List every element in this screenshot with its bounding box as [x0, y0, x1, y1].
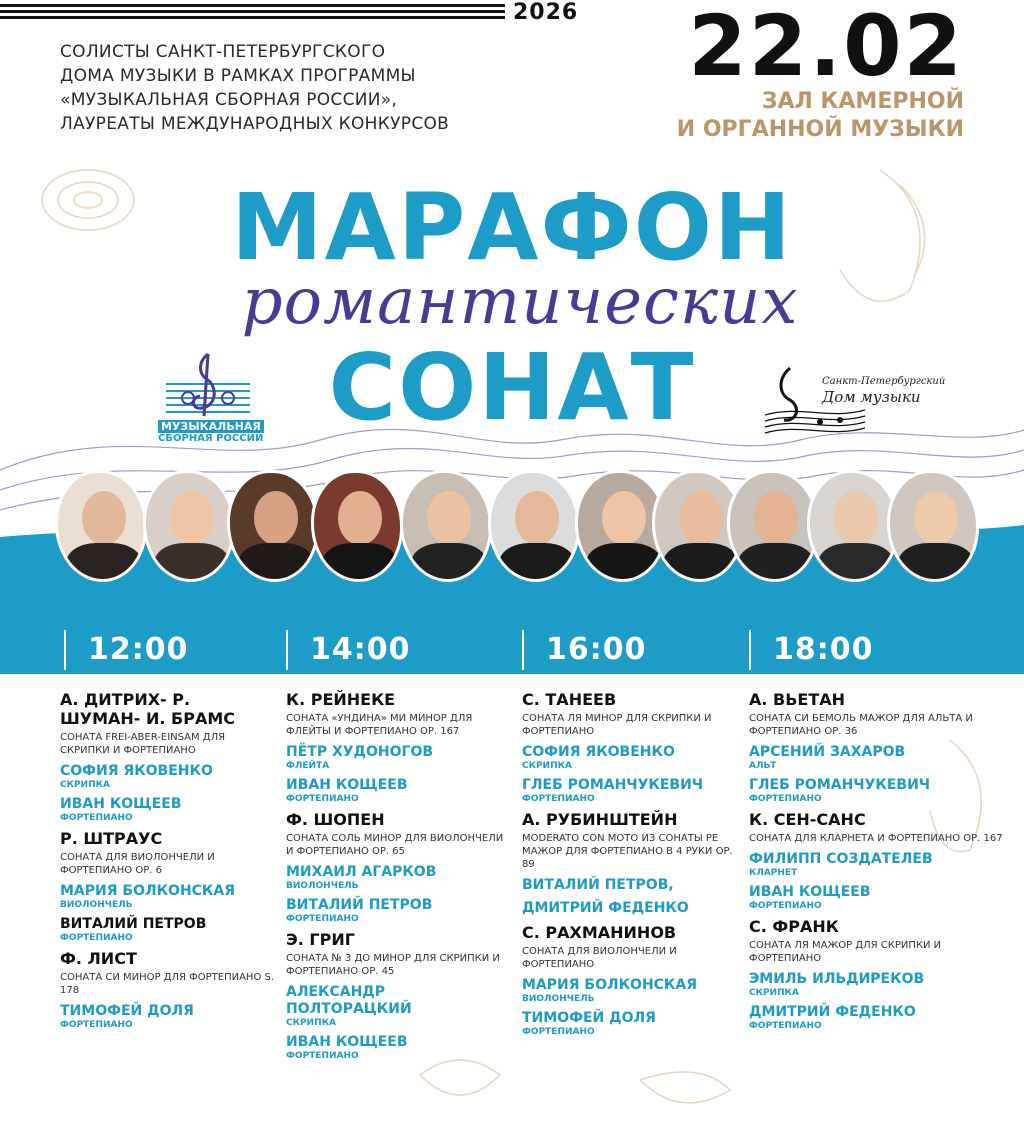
work-title: СОНАТА «УНДИНА» МИ МИНОР ДЛЯ ФЛЕЙТЫ И ФОРТЕПИАНО ОР. 167 — [286, 713, 473, 737]
work-title: СОНАТА ЛЯ МИНОР ДЛЯ СКРИПКИ И ФОРТЕПИАНО — [522, 713, 712, 737]
top-rule-lines — [0, 4, 505, 22]
performer-name: ТИМОФЕЙ ДОЛЯ — [522, 1010, 656, 1026]
logo-left-line1: МУЗЫКАЛЬНАЯ — [158, 420, 264, 433]
performer-instrument: СКРИПКА — [749, 988, 799, 998]
performer-name: АЛЕКСАНДР ПОЛТОРАЦКИЙ — [286, 984, 412, 1017]
performer-name: ВИТАЛИЙ ПЕТРОВ — [286, 897, 433, 913]
performer-photo — [400, 470, 492, 582]
composer-name: К. СЕН-САНС — [749, 810, 866, 829]
composer-name: К. РЕЙНЕКЕ — [286, 690, 396, 709]
house-of-music-logo — [760, 360, 946, 445]
logo-right-line2: Дом музыки — [822, 388, 921, 406]
work-title: СОНАТА СИ БЕМОЛЬ МАЖОР ДЛЯ АЛЬТА И ФОРТЕПИАНО ОР. 36 — [749, 713, 973, 737]
composer-name: С. ТАНЕЕВ — [522, 690, 617, 709]
performer-instrument: ФОРТЕПИАНО — [749, 794, 822, 804]
venue-line: ЗАЛ КАМЕРНОЙ — [761, 89, 964, 114]
composer-name: С. РАХМАНИНОВ — [522, 923, 677, 942]
venue-line: И ОРГАННОЙ МУЗЫКИ — [676, 117, 964, 142]
performer-photo — [227, 470, 319, 582]
work-title: СОНАТА СИ МИНОР ДЛЯ ФОРТЕПИАНО S. 178 — [60, 972, 275, 996]
performer-name: ГЛЕБ РОМАНЧУКЕВИЧ — [522, 777, 704, 793]
work-title: СОНАТА ДЛЯ ВИОЛОНЧЕЛИ И ФОРТЕПИАНО ОР. 6 — [60, 852, 215, 876]
performer-name: ДМИТРИЙ ФЕДЕНКО — [749, 1004, 916, 1020]
work-title: СОНАТА № 3 ДО МИНОР ДЛЯ СКРИПКИ И ФОРТЕПИАНО ОР. 45 — [286, 953, 500, 977]
performer-name: ВИТАЛИЙ ПЕТРОВ, — [522, 877, 674, 893]
performer-instrument: ФОРТЕПИАНО — [286, 794, 359, 804]
performer-instrument: ФОРТЕПИАНО — [60, 1020, 133, 1030]
performer-instrument: ВИОЛОНЧЕЛЬ — [522, 994, 595, 1004]
program-columns — [0, 690, 1024, 1130]
performer-photo — [143, 470, 235, 582]
time-slot: 14:00 — [286, 630, 411, 670]
performer-instrument: АЛЬТ — [749, 761, 777, 771]
performer-name: ВИТАЛИЙ ПЕТРОВ — [60, 916, 207, 932]
performer-name: ПЁТР ХУДОНОГОВ — [286, 744, 434, 760]
performer-name: ИВАН КОЩЕЕВ — [286, 1034, 408, 1050]
composer-name: А. РУБИНШТЕЙН — [522, 810, 678, 829]
performer-photo — [727, 470, 819, 582]
performer-name: ЭМИЛЬ ИЛЬДИРЕКОВ — [749, 971, 925, 987]
title-marathon: МАРАФОН — [231, 174, 793, 281]
program-column — [522, 690, 744, 1037]
work-title: MODERATO CON MOTO ИЗ СОНАТЫ РЕ МАЖОР ДЛЯ ФОРТЕПИАНО В 4 РУКИ ОР. 89 — [522, 833, 733, 870]
performer-name: СОФИЯ ЯКОВЕНКО — [522, 744, 675, 760]
performer-instrument: СКРИПКА — [60, 780, 110, 790]
time-slot: 18:00 — [749, 630, 874, 670]
time-slots — [0, 620, 1024, 674]
work-title: СОНАТА ЛЯ МАЖОР ДЛЯ СКРИПКИ И ФОРТЕПИАНО — [749, 940, 942, 964]
performer-instrument: ФОРТЕПИАНО — [522, 1027, 595, 1037]
performer-photo — [887, 470, 979, 582]
performer-name: СОФИЯ ЯКОВЕНКО — [60, 763, 213, 779]
logo-right-line1: Санкт-Петербургский — [822, 376, 946, 387]
title-romantic: романтических — [241, 265, 799, 339]
performer-photos — [55, 470, 975, 610]
performer-name: ТИМОФЕЙ ДОЛЯ — [60, 1003, 194, 1019]
logo-left-line2: СБОРНАЯ РОССИИ — [158, 433, 264, 444]
composer-name: Э. ГРИГ — [286, 930, 355, 949]
performer-instrument: СКРИПКА — [522, 761, 572, 771]
performer-name: ГЛЕБ РОМАНЧУКЕВИЧ — [749, 777, 931, 793]
performer-instrument: ФОРТЕПИАНО — [60, 813, 133, 823]
performer-instrument: ФОРТЕПИАНО — [286, 1051, 359, 1061]
time-slot: 12:00 — [64, 630, 189, 670]
performer-instrument: СКРИПКА — [286, 1018, 336, 1028]
time-slot: 16:00 — [522, 630, 647, 670]
composer-name: Р. ШТРАУС — [60, 829, 163, 848]
work-title: СОНАТА FREI-ABER-EINSAM ДЛЯ СКРИПКИ И ФОРТЕПИАНО — [60, 732, 226, 756]
performer-instrument: ВИОЛОНЧЕЛЬ — [60, 900, 133, 910]
subtitle — [60, 40, 600, 136]
composer-name: А. ВЬЕТАН — [749, 690, 846, 709]
performer-instrument: КЛАРНЕТ — [749, 868, 798, 878]
program-column — [749, 690, 1014, 1031]
performer-name: МАРИЯ БОЛКОНСКАЯ — [522, 977, 697, 993]
performer-photo — [55, 470, 147, 582]
work-title: СОНАТА ДЛЯ ВИОЛОНЧЕЛИ И ФОРТЕПИАНО — [522, 946, 677, 970]
performer-name: ИВАН КОЩЕЕВ — [60, 796, 182, 812]
performer-name: МАРИЯ БОЛКОНСКАЯ — [60, 883, 235, 899]
performer-photo — [807, 470, 899, 582]
work-title: СОНАТА ДЛЯ КЛАРНЕТА И ФОРТЕПИАНО ОР. 167 — [749, 833, 1003, 844]
performer-name: ФИЛИПП СОЗДАТЕЛЕВ — [749, 851, 933, 867]
composer-name: С. ФРАНК — [749, 917, 839, 936]
event-date: 22.02 — [688, 0, 964, 95]
program-column — [60, 690, 275, 1030]
performer-name: ДМИТРИЙ ФЕДЕНКО — [522, 900, 689, 916]
performer-photo — [311, 470, 403, 582]
title-sonatas: СОНАТ — [328, 334, 696, 441]
composer-name: Ф. ШОПЕН — [286, 810, 385, 829]
performer-name: ИВАН КОЩЕЕВ — [749, 884, 871, 900]
composer-name: А. ДИТРИХ- Р. ШУМАН- И. БРАМС — [60, 690, 236, 728]
performer-instrument: ФОРТЕПИАНО — [749, 901, 822, 911]
subtitle-line: СОЛИСТЫ САНКТ-ПЕТЕРБУРГСКОГО — [60, 42, 386, 62]
performer-instrument: ВИОЛОНЧЕЛЬ — [286, 881, 359, 891]
subtitle-line: ДОМА МУЗЫКИ В РАМКАХ ПРОГРАММЫ — [60, 66, 416, 86]
program-column — [286, 690, 511, 1061]
performer-instrument: ФОРТЕПИАНО — [749, 1021, 822, 1031]
composer-name: Ф. ЛИСТ — [60, 949, 137, 968]
music-team-russia-logo — [158, 350, 264, 445]
performer-instrument: ФЛЕЙТА — [286, 761, 330, 771]
performer-name: МИХАИЛ АГАРКОВ — [286, 864, 437, 880]
work-title: СОНАТА СОЛЬ МИНОР ДЛЯ ВИОЛОНЧЕЛИ И ФОРТЕПИАНО ОР. 65 — [286, 833, 504, 857]
treble-clef-icon — [158, 350, 258, 420]
venue — [677, 88, 964, 144]
performer-name: ИВАН КОЩЕЕВ — [286, 777, 408, 793]
subtitle-line: «МУЗЫКАЛЬНАЯ СБОРНАЯ РОССИИ», — [60, 90, 398, 110]
performer-instrument: ФОРТЕПИАНО — [286, 914, 359, 924]
performer-instrument: ФОРТЕПИАНО — [60, 933, 133, 943]
year: 2026 — [513, 0, 579, 25]
performer-instrument: ФОРТЕПИАНО — [522, 794, 595, 804]
subtitle-line: ЛАУРЕАТЫ МЕЖДУНАРОДНЫХ КОНКУРСОВ — [60, 114, 450, 134]
performer-photo — [488, 470, 580, 582]
performer-name: АРСЕНИЙ ЗАХАРОВ — [749, 744, 906, 760]
